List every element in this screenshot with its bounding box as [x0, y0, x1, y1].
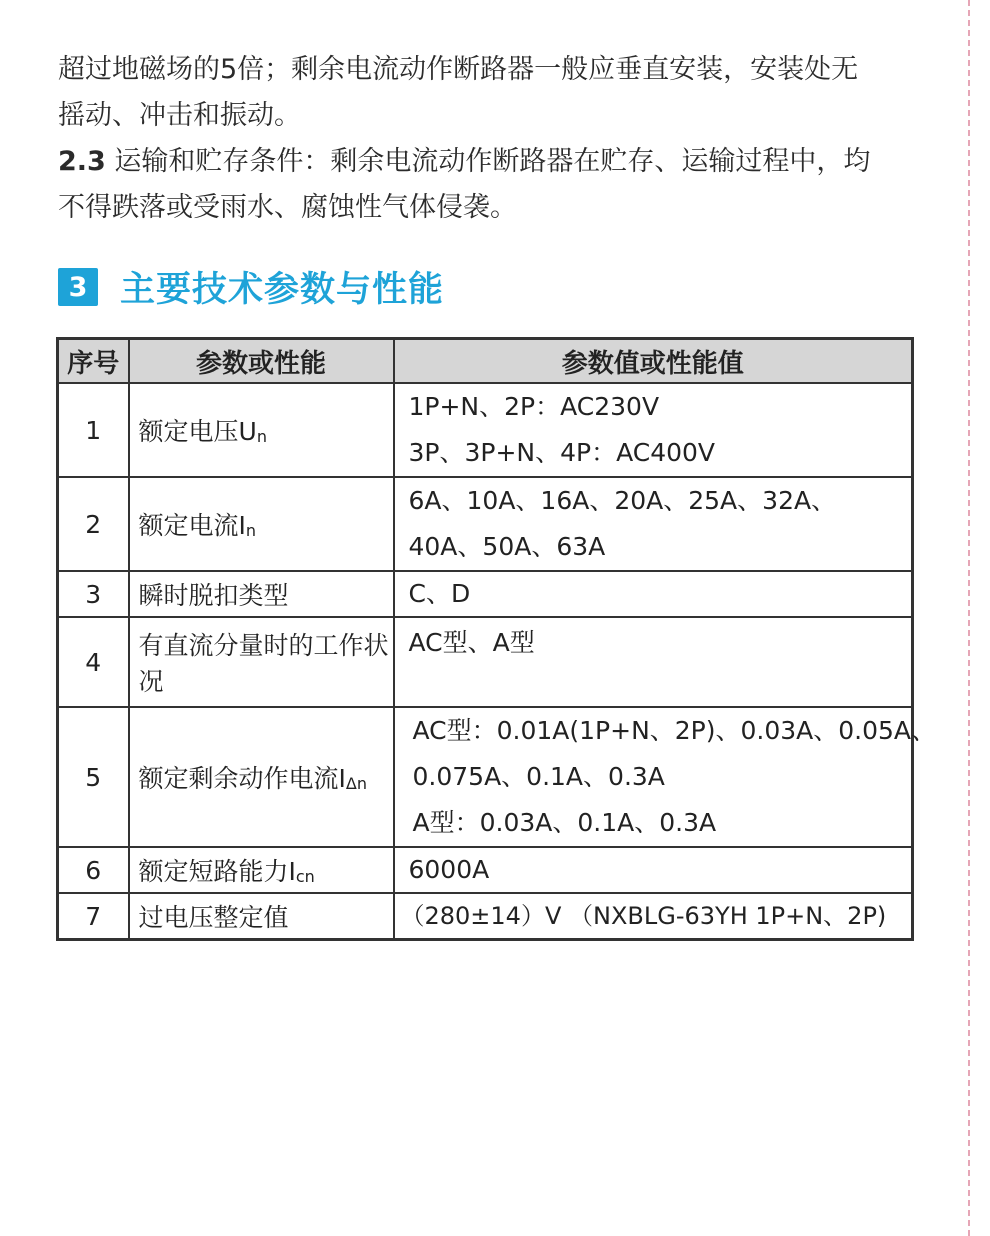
value-line: AC型：0.01A(1P+N、2P)、0.03A、0.05A、 [412, 716, 937, 745]
row-index: 7 [58, 893, 129, 940]
table-row [58, 477, 913, 571]
value-line: AC型、A型 [408, 628, 535, 657]
param-subscript: n [256, 427, 267, 446]
param-name: 有直流分量时的工作状况 [138, 631, 389, 696]
value-line: （280±14）V （NXBLG-63YH 1P+N、2P) [400, 902, 887, 930]
row-value [394, 707, 937, 847]
section-title: 主要技术参数与性能 [120, 270, 445, 310]
table-header-row [58, 339, 913, 384]
intro-paragraph-2 [58, 139, 938, 231]
row-value [394, 477, 913, 571]
value-line: 3P、3P+N、4P：AC400V [408, 438, 716, 467]
table-row [58, 383, 913, 477]
intro-paragraph-1 [58, 47, 938, 139]
param-name: 过电压整定值 [138, 903, 289, 932]
row-parameter [129, 383, 394, 477]
row-index: 6 [58, 847, 129, 893]
page-edge-divider [968, 0, 970, 1236]
row-parameter [129, 893, 394, 940]
param-subscript: cn [295, 867, 315, 886]
row-index: 2 [58, 477, 129, 571]
value-line: 6000A [408, 855, 490, 884]
intro-line-2: 摇动、冲击和振动。 [58, 100, 301, 131]
table-row [58, 617, 913, 707]
header-value: 参数值或性能值 [394, 339, 913, 384]
table-row [58, 893, 913, 940]
section-heading [58, 265, 444, 309]
row-parameter [129, 617, 394, 707]
row-parameter [129, 571, 394, 617]
param-subscript: n [245, 521, 257, 540]
section-number-badge: 3 [58, 268, 98, 306]
row-parameter [129, 707, 394, 847]
row-index: 3 [58, 571, 129, 617]
row-value [394, 893, 913, 940]
param-subscript: Δn [345, 774, 367, 793]
intro-line-4: 不得跌落或受雨水、腐蚀性气体侵袭。 [58, 192, 517, 223]
header-parameter: 参数或性能 [129, 339, 394, 384]
param-name: 额定剩余动作电流I [138, 764, 346, 793]
row-parameter [129, 477, 394, 571]
value-line: C、D [408, 579, 471, 608]
value-line: 6A、10A、16A、20A、25A、32A、 [408, 486, 837, 515]
row-value [394, 571, 913, 617]
intro-line-1: 超过地磁场的5倍；剩余电流动作断路器一般应垂直安装，安装处无 [58, 54, 859, 85]
row-index: 1 [58, 383, 129, 477]
header-index: 序号 [58, 339, 129, 384]
param-name: 瞬时脱扣类型 [138, 581, 289, 610]
param-name: 额定短路能力I [138, 857, 296, 886]
value-line: 1P+N、2P：AC230V [408, 392, 660, 421]
table-row [58, 571, 913, 617]
row-value [394, 383, 913, 477]
row-value [394, 847, 913, 893]
value-line: 40A、50A、63A [408, 532, 606, 561]
row-index: 4 [58, 617, 129, 707]
intro-line-3: 运输和贮存条件：剩余电流动作断路器在贮存、运输过程中，均 [105, 146, 871, 177]
row-value [394, 617, 913, 707]
param-name: 额定电压U [138, 417, 257, 446]
table-row [58, 707, 913, 847]
row-parameter [129, 847, 394, 893]
table-row [58, 847, 913, 893]
spec-table [56, 337, 937, 941]
row-index: 5 [58, 707, 129, 847]
param-name: 额定电流I [138, 511, 246, 540]
value-line: 0.075A、0.1A、0.3A [412, 762, 665, 791]
value-line: A型：0.03A、0.1A、0.3A [412, 808, 717, 837]
section-number-2-3: 2.3 [58, 146, 106, 177]
